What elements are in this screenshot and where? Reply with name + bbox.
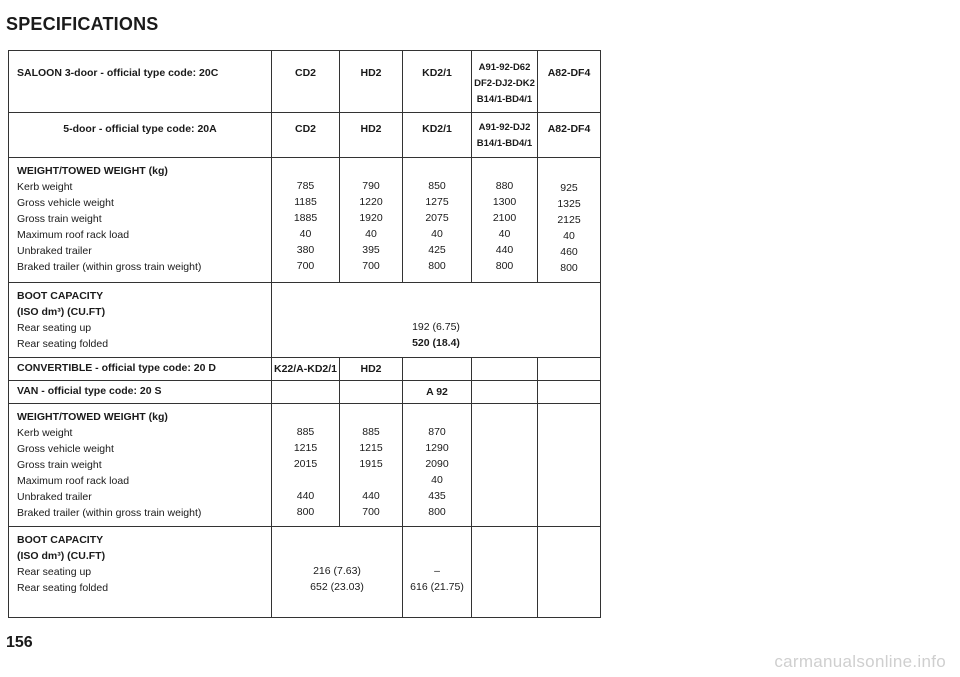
weight-convertible-van-labels [9,404,272,527]
value: 1275 [425,196,449,208]
saloon-3door-row [9,51,601,113]
specifications-table [8,50,601,618]
value: 40 [365,228,377,240]
weight-convertible-van-heading: WEIGHT/TOWED WEIGHT (kg) [17,411,168,423]
row-label: Gross train weight [17,213,102,225]
value: 1290 [425,442,449,454]
van-col-3: A 92 [403,381,472,404]
value: 652 (23.03) [310,581,364,593]
row-label: Rear seating folded [17,582,109,594]
weight-saloon-col-4 [472,158,538,283]
value: 850 [428,180,446,192]
value: 880 [495,180,514,192]
saloon-5door-col-4-code-2: B14/1-BD4/1 [476,138,533,149]
value: 2125 [557,214,581,226]
weight-saloon-labels [9,158,272,283]
saloon-3door-col-3: KD2/1 [403,51,472,113]
value: 520 (18.4) [412,337,460,349]
empty-cell [538,527,601,618]
empty-cell [472,527,538,618]
boot-convertible-van-unit: (ISO dm³) (CU.FT) [17,550,106,562]
value: – [434,565,440,577]
value: 460 [560,246,578,258]
saloon-5door-col-4 [472,113,538,158]
empty-cell [272,381,340,404]
value: 2100 [492,212,517,224]
value: 1215 [293,442,318,454]
weight-saloon-col-1 [272,158,340,283]
value: 785 [296,180,315,192]
row-label: Maximum roof rack load [17,475,130,487]
value: 800 [428,506,446,518]
value: 925 [560,182,578,194]
value: 616 (21.75) [410,581,464,593]
row-label: Unbraked trailer [17,491,92,503]
boot-convertible-values [272,527,403,618]
row-label: Unbraked trailer [17,245,92,257]
convertible-row [9,358,601,381]
value: 800 [296,506,315,518]
blank-value [340,472,402,488]
van-row [9,381,601,404]
value: 425 [428,244,446,256]
weight-saloon-heading: WEIGHT/TOWED WEIGHT (kg) [17,165,168,177]
weight-convertible-van-row [9,404,601,527]
convertible-col-2: HD2 [340,358,403,381]
value: 885 [362,426,380,438]
boot-saloon-unit: (ISO dm³) (CU.FT) [17,306,106,318]
boot-convertible-van-heading: BOOT CAPACITY [17,534,104,546]
value: 2075 [425,212,449,224]
weight-van-col-3 [403,404,472,527]
row-label: Rear seating up [17,566,92,578]
blank-value [272,472,339,488]
boot-saloon-row [9,283,601,358]
value: 40 [431,474,443,486]
saloon-5door-col-3: KD2/1 [403,113,472,158]
value: 40 [299,228,312,240]
saloon-5door-col-5: A82-DF4 [538,113,601,158]
value: 700 [362,260,380,272]
value: 440 [362,490,380,502]
empty-cell [403,358,472,381]
convertible-label: CONVERTIBLE - official type code: 20 D [9,358,272,381]
value: 395 [362,244,380,256]
value: 1185 [294,196,317,208]
page-number: 156 [6,634,33,651]
value: 440 [296,490,315,502]
boot-saloon-labels [9,283,272,358]
weight-saloon-col-5 [538,158,601,283]
value: 216 (7.63) [313,565,361,577]
row-label: Rear seating folded [17,338,109,350]
weight-convertible-col-2 [340,404,403,527]
saloon-3door-col-4-code-1: A91-92-D62 [478,62,531,73]
saloon-3door-col-4-code-2: DF2-DJ2-DK2 [474,78,535,89]
empty-cell [472,381,538,404]
value: 40 [431,228,443,240]
empty-cell [538,404,601,527]
value: 1885 [293,212,318,224]
value: 2090 [425,458,449,470]
saloon-5door-row [9,113,601,158]
value: 700 [362,506,380,518]
row-label: Rear seating up [17,322,92,334]
row-label: Gross train weight [17,459,102,471]
value: 2015 [293,458,318,470]
watermark: carmanualsonline.info [774,652,946,671]
saloon-5door-col-1: CD2 [272,113,340,158]
saloon-3door-label: SALOON 3-door - official type code: 20C [9,51,272,113]
boot-convertible-van-labels [9,527,272,618]
value: 380 [296,244,315,256]
saloon-3door-col-4-code-3: B14/1-BD4/1 [476,94,533,105]
value: 800 [495,260,514,272]
page-title: SPECIFICATIONS [6,14,159,34]
value: 790 [362,180,380,192]
boot-convertible-van-row [9,527,601,618]
saloon-3door-col-5: A82-DF4 [538,51,601,113]
value: 435 [428,490,446,502]
weight-saloon-row [9,158,601,283]
weight-saloon-col-3 [403,158,472,283]
van-label: VAN - official type code: 20 S [9,381,272,404]
weight-saloon-col-2 [340,158,403,283]
value: 870 [428,426,446,438]
value: 1325 [557,198,581,210]
value: 1300 [492,196,517,208]
value: 40 [563,230,575,242]
empty-cell [472,404,538,527]
weight-convertible-col-1 [272,404,340,527]
empty-cell [472,358,538,381]
row-label: Braked trailer (within gross train weight) [17,507,202,519]
value: 440 [495,244,514,256]
empty-cell [538,381,601,404]
value: 800 [560,262,578,274]
value: 192 (6.75) [412,321,460,333]
convertible-col-1: K22/A-KD2/1 [272,358,340,381]
row-label: Kerb weight [17,427,73,439]
value: 40 [498,228,511,240]
boot-saloon-heading: BOOT CAPACITY [17,290,104,302]
value: 800 [428,260,446,272]
row-label: Kerb weight [17,181,73,193]
row-label: Gross vehicle weight [17,197,114,209]
saloon-5door-col-4-code-1: A91-92-DJ2 [478,122,531,133]
row-label: Maximum roof rack load [17,229,130,241]
saloon-3door-col-1: CD2 [272,51,340,113]
empty-cell [538,358,601,381]
value: 885 [296,426,315,438]
saloon-5door-label: 5-door - official type code: 20A [9,113,272,158]
value: 1215 [359,442,383,454]
boot-saloon-values [272,283,601,358]
row-label: Braked trailer (within gross train weight) [17,261,202,273]
empty-cell [340,381,403,404]
value: 700 [296,260,315,272]
row-label: Gross vehicle weight [17,443,114,455]
value: 1915 [359,458,383,470]
value: 1220 [359,196,383,208]
value: 1920 [359,212,383,224]
saloon-5door-col-2: HD2 [340,113,403,158]
saloon-3door-col-2: HD2 [340,51,403,113]
boot-van-values [403,527,472,618]
saloon-3door-col-4 [472,51,538,113]
